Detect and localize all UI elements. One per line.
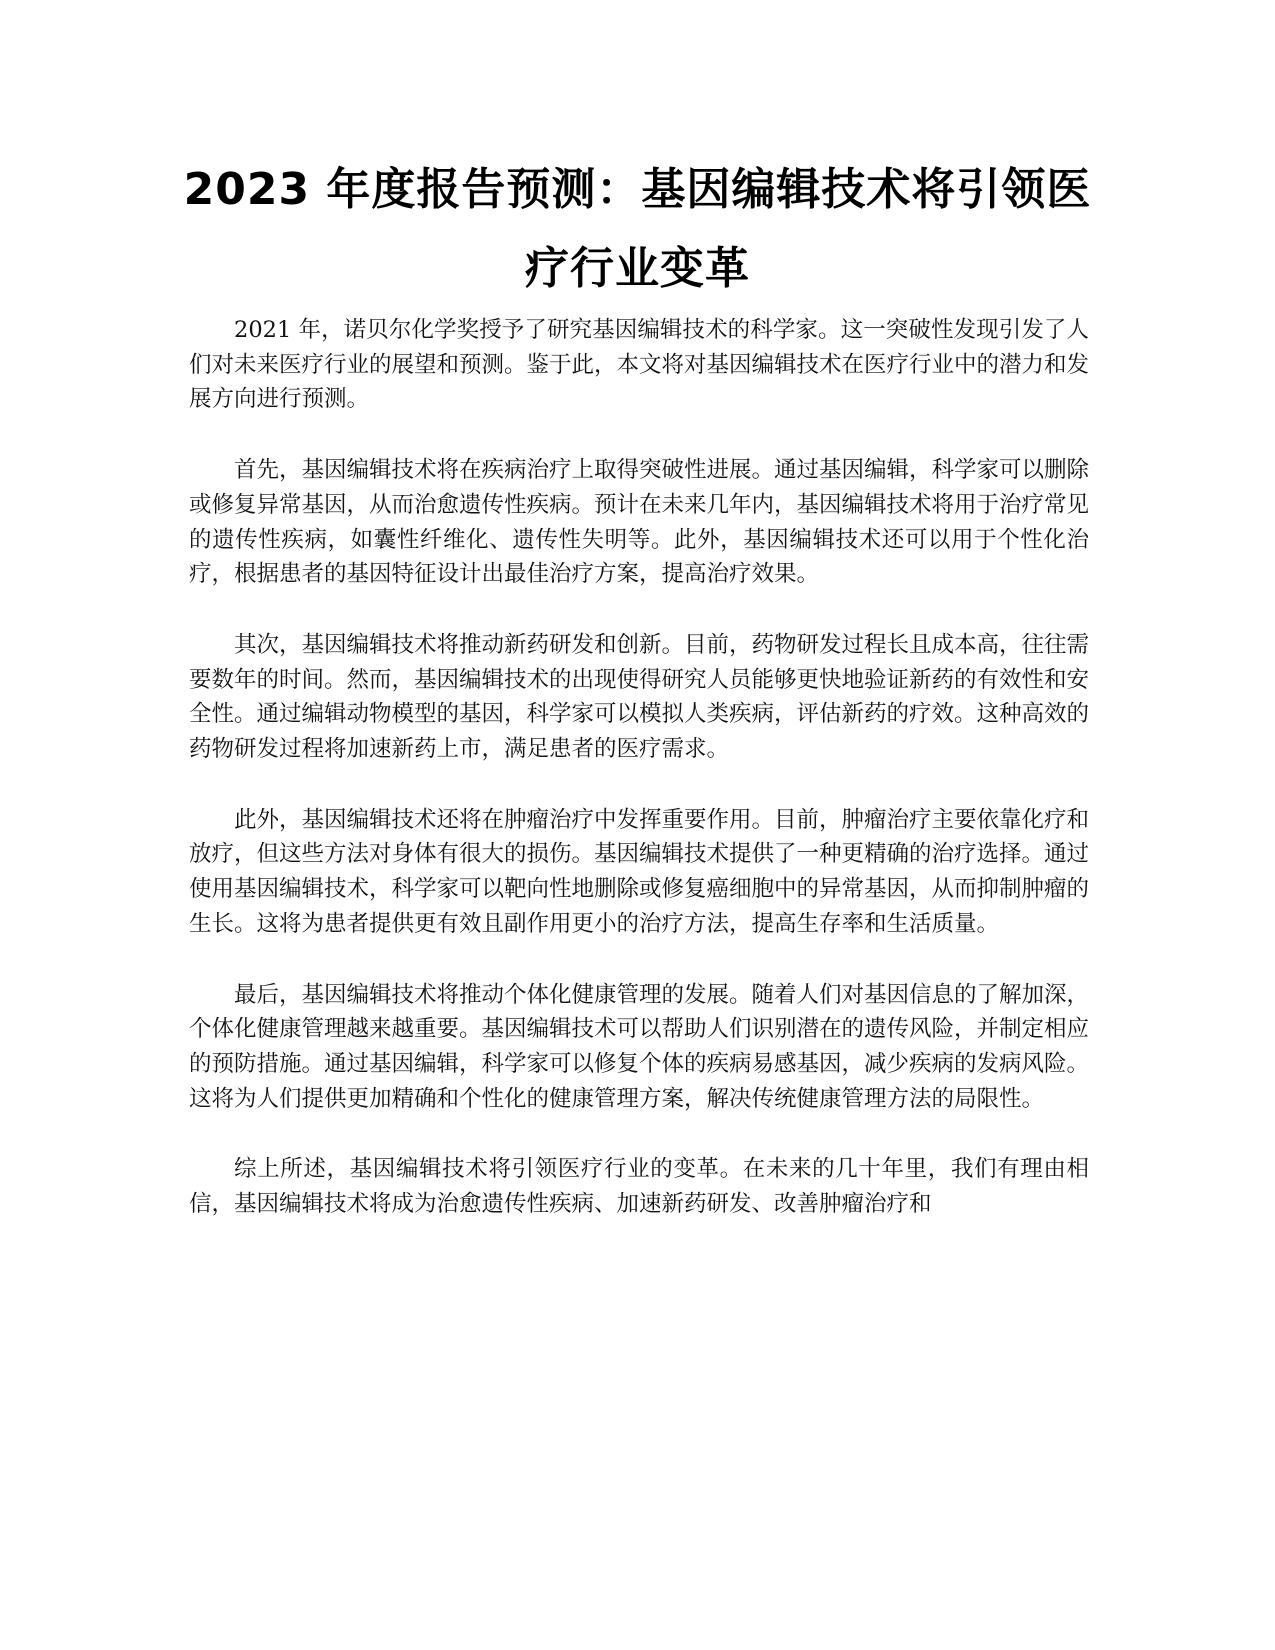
paragraph-tumor-treatment: 此外，基因编辑技术还将在肿瘤治疗中发挥重要作用。目前，肿瘤治疗主要依靠化疗和放疗，但这些方法对身体有很大的损伤。基因编辑技术提供了一种更精确的治疗选择。通过使用基因编辑技术，科学家可以靶向性地删除或修复癌细胞中的异常基因，从而抑制肿瘤的生长。这将为患者提供更有效且副作用更小的治疗方法，提高生存率和生活质量。: [189, 806, 1090, 937]
paragraph-health-management: 最后，基因编辑技术将推动个体化健康管理的发展。随着人们对基因信息的了解加深，个体化健康管理越来越重要。基因编辑技术可以帮助人们识别潜在的遗传风险，并制定相应的预防措施。通过基因编辑，科学家可以修复个体的疾病易感基因，减少疾病的发病风险。这将为人们提供更加精确和个性化的健康管理方案，解决传统健康管理方法的局限性。: [189, 981, 1090, 1112]
document-title: [150, 150, 1125, 308]
paragraph-disease-treatment: 首先，基因编辑技术将在疾病治疗上取得突破性进展。通过基因编辑，科学家可以删除或修复异常基因，从而治愈遗传性疾病。预计在未来几年内，基因编辑技术将用于治疗常见的遗传性疾病，如囊性纤维化、遗传性失明等。此外，基因编辑技术还可以用于个性化治疗，根据患者的基因特征设计出最佳治疗方案，提高治疗效果。: [189, 457, 1090, 588]
title-line-1: 2023 年度报告预测：基因编辑技术将引领医: [183, 164, 1092, 215]
paragraph-intro: 2021 年，诺贝尔化学奖授予了研究基因编辑技术的科学家。这一突破性发现引发了人们对未来医疗行业的展望和预测。鉴于此，本文将对基因编辑技术在医疗行业中的潜力和发展方向进行预测。: [189, 317, 1090, 413]
document-body: [189, 313, 1089, 1258]
paragraph-drug-development: 其次，基因编辑技术将推动新药研发和创新。目前，药物研发过程长且成本高，往往需要数年的时间。然而，基因编辑技术的出现使得研究人员能够更快地验证新药的有效性和安全性。通过编辑动物模型的基因，科学家可以模拟人类疾病，评估新药的疗效。这种高效的药物研发过程将加速新药上市，满足患者的医疗需求。: [189, 631, 1090, 763]
paragraph-conclusion: 综上所述，基因编辑技术将引领医疗行业的变革。在未来的几十年里，我们有理由相信，基因编辑技术将成为治愈遗传性疾病、加速新药研发、改善肿瘤治疗和: [189, 1156, 1089, 1218]
title-line-2: 疗行业变革: [525, 243, 750, 294]
